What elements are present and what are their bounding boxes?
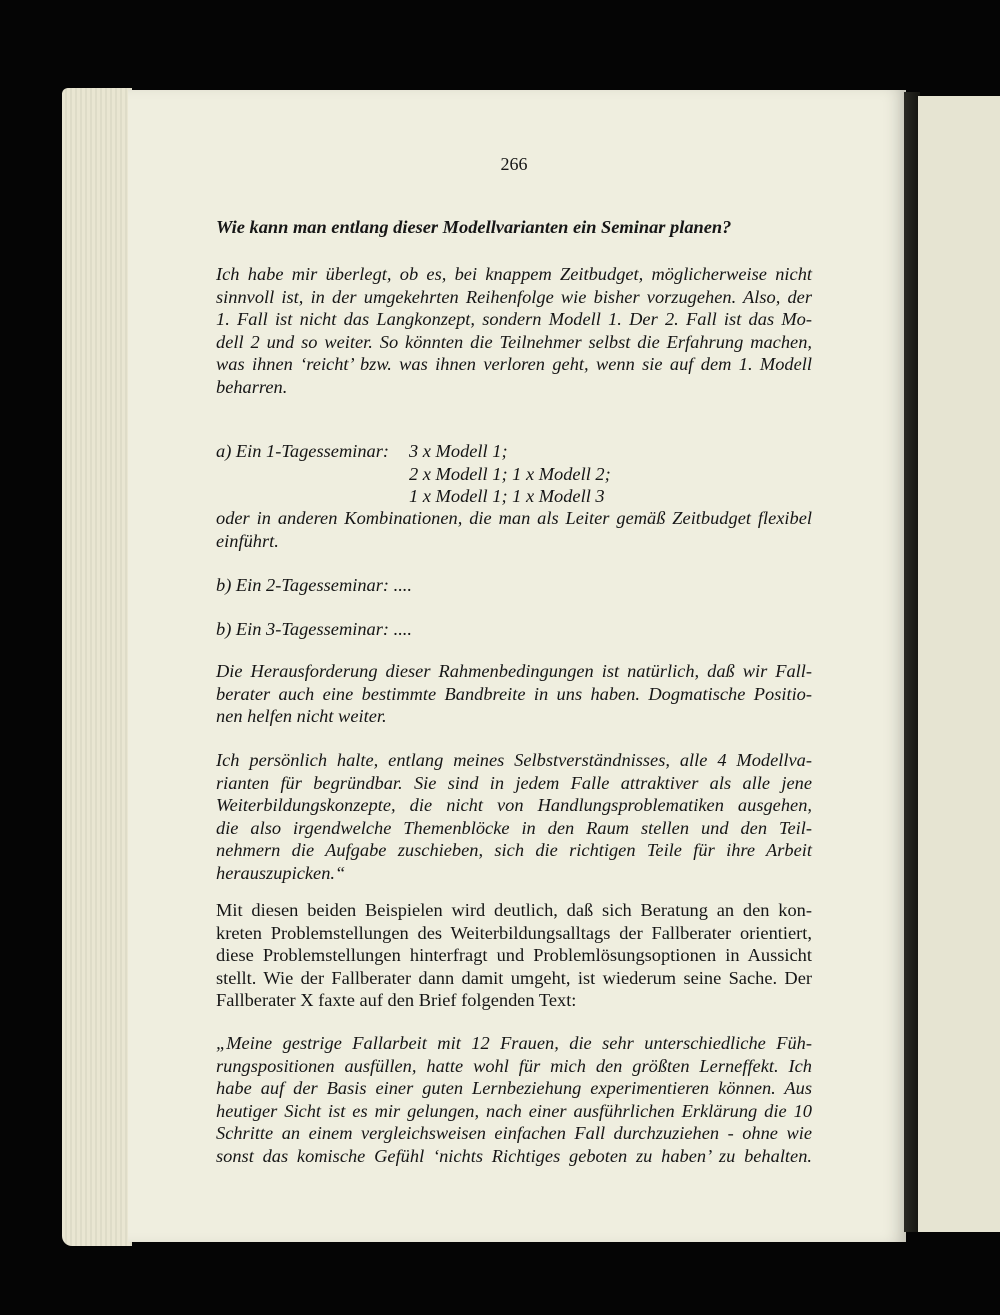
paragraph-line: Weiterbildungskonzepte, die nicht von Handlungsproblematiken ausgehen,: [216, 795, 812, 815]
paragraph-line: rianten für begründbar. Sie sind in jedem Falle attraktiver als alle jene: [216, 772, 812, 793]
option-a-note: [216, 507, 812, 552]
paragraph-4: [216, 899, 812, 1012]
paragraph-line: stellt. Wie der Fallberater dann damit umgeht, ist wiederum seine Sache. Der: [216, 967, 812, 988]
paragraph-2: [216, 660, 812, 728]
paragraph-line: diese Problemstellungen hinterfragt und Problemlösungsoptionen in Aussicht: [216, 945, 812, 965]
section-heading: Wie kann man entlang dieser Modellvarianten ein Seminar planen?: [216, 217, 732, 237]
option-b-2day: b) Ein 2-Tagesseminar: ....: [216, 575, 412, 595]
paragraph-line: herauszupicken.“: [216, 862, 346, 883]
paragraph-5-quote: [216, 1032, 812, 1167]
paragraph-line: dell 2 und so weiter. So könnten die Teilnehmer selbst die Erfahrung machen,: [216, 331, 812, 352]
paragraph-line: einführt.: [216, 530, 279, 551]
option-a-line: 1 x Modell 1; 1 x Modell 3: [409, 486, 605, 506]
paragraph-line: was ihnen ‘reicht’ bzw. was ihnen verloren geht, wenn sie auf dem 1. Modell: [216, 354, 812, 374]
option-a-line: 2 x Modell 1; 1 x Modell 2;: [409, 463, 611, 484]
page-number: 266: [500, 154, 528, 174]
paragraph-line: Ich habe mir überlegt, ob es, bei knappem Zeitbudget, möglicherweise nicht: [216, 264, 812, 284]
paragraph-3: [216, 749, 812, 884]
paragraph-line: nehmern die Aufgabe zuschieben, sich die richtigen Teile für ihre Arbeit: [216, 840, 812, 860]
paragraph-line: sonst das komische Gefühl ‘nichts Richtiges geboten zu haben’ zu behalten.: [216, 1145, 812, 1166]
paragraph-line: Die Herausforderung dieser Rahmenbedingungen ist natürlich, daß wir Fall-: [216, 661, 812, 681]
paragraph-line: rungspositionen ausfüllen, hatte wohl für mich den größten Lerneffekt. Ich: [216, 1055, 812, 1076]
paragraph-line: Mit diesen beiden Beispielen wird deutlich, daß sich Beratung an den kon-: [216, 900, 812, 920]
paragraph-line: Fallberater X faxte auf den Brief folgenden Text:: [216, 990, 577, 1010]
paragraph-1: [216, 263, 812, 398]
paragraph-line: 1. Fall ist nicht das Langkonzept, sondern Modell 1. Der 2. Fall ist das Mo-: [216, 309, 812, 329]
paragraph-line: beharren.: [216, 376, 288, 397]
paragraph-line: kreten Problemstellungen des Weiterbildungsalltags der Fallberater orientiert,: [216, 922, 812, 943]
paragraph-line: Ich persönlich halte, entlang meines Selbstverständnisses, alle 4 Modellva-: [216, 750, 812, 770]
paragraph-line: Schritte an einem vergleichsweisen einfachen Fall durchzuziehen - ohne wie: [216, 1123, 812, 1143]
paragraph-line: oder in anderen Kombinationen, die man als Leiter gemäß Zeitbudget flexibel: [216, 508, 812, 528]
paragraph-line: heutiger Sicht ist es mir gelungen, nach einer ausführlichen Erklärung die 10: [216, 1100, 812, 1121]
option-a-label: a) Ein 1-Tagesseminar:: [216, 441, 390, 461]
option-a-line: 3 x Modell 1;: [409, 441, 508, 461]
facing-page-edge: [918, 96, 1000, 1232]
option-b-3day: b) Ein 3-Tagesseminar: ....: [216, 619, 412, 639]
option-a: [216, 440, 812, 508]
paragraph-line: sinnvoll ist, in der umgekehrten Reihenfolge wie bisher vorzugehen. Also, der: [216, 286, 812, 307]
paragraph-line: „Meine gestrige Fallarbeit mit 12 Frauen, die sehr unterschiedliche Füh-: [216, 1033, 812, 1053]
paragraph-line: die also irgendwelche Themenblöcke in den Raum stellen und den Teil-: [216, 817, 812, 838]
paragraph-line: habe auf der Basis einer guten Lernbeziehung experimentieren können. Aus: [216, 1078, 812, 1098]
paragraph-line: nen helfen nicht weiter.: [216, 706, 387, 726]
paragraph-line: berater auch eine bestimmte Bandbreite in uns haben. Dogmatische Positio-: [216, 683, 812, 704]
page-edge-stack: [62, 88, 132, 1246]
